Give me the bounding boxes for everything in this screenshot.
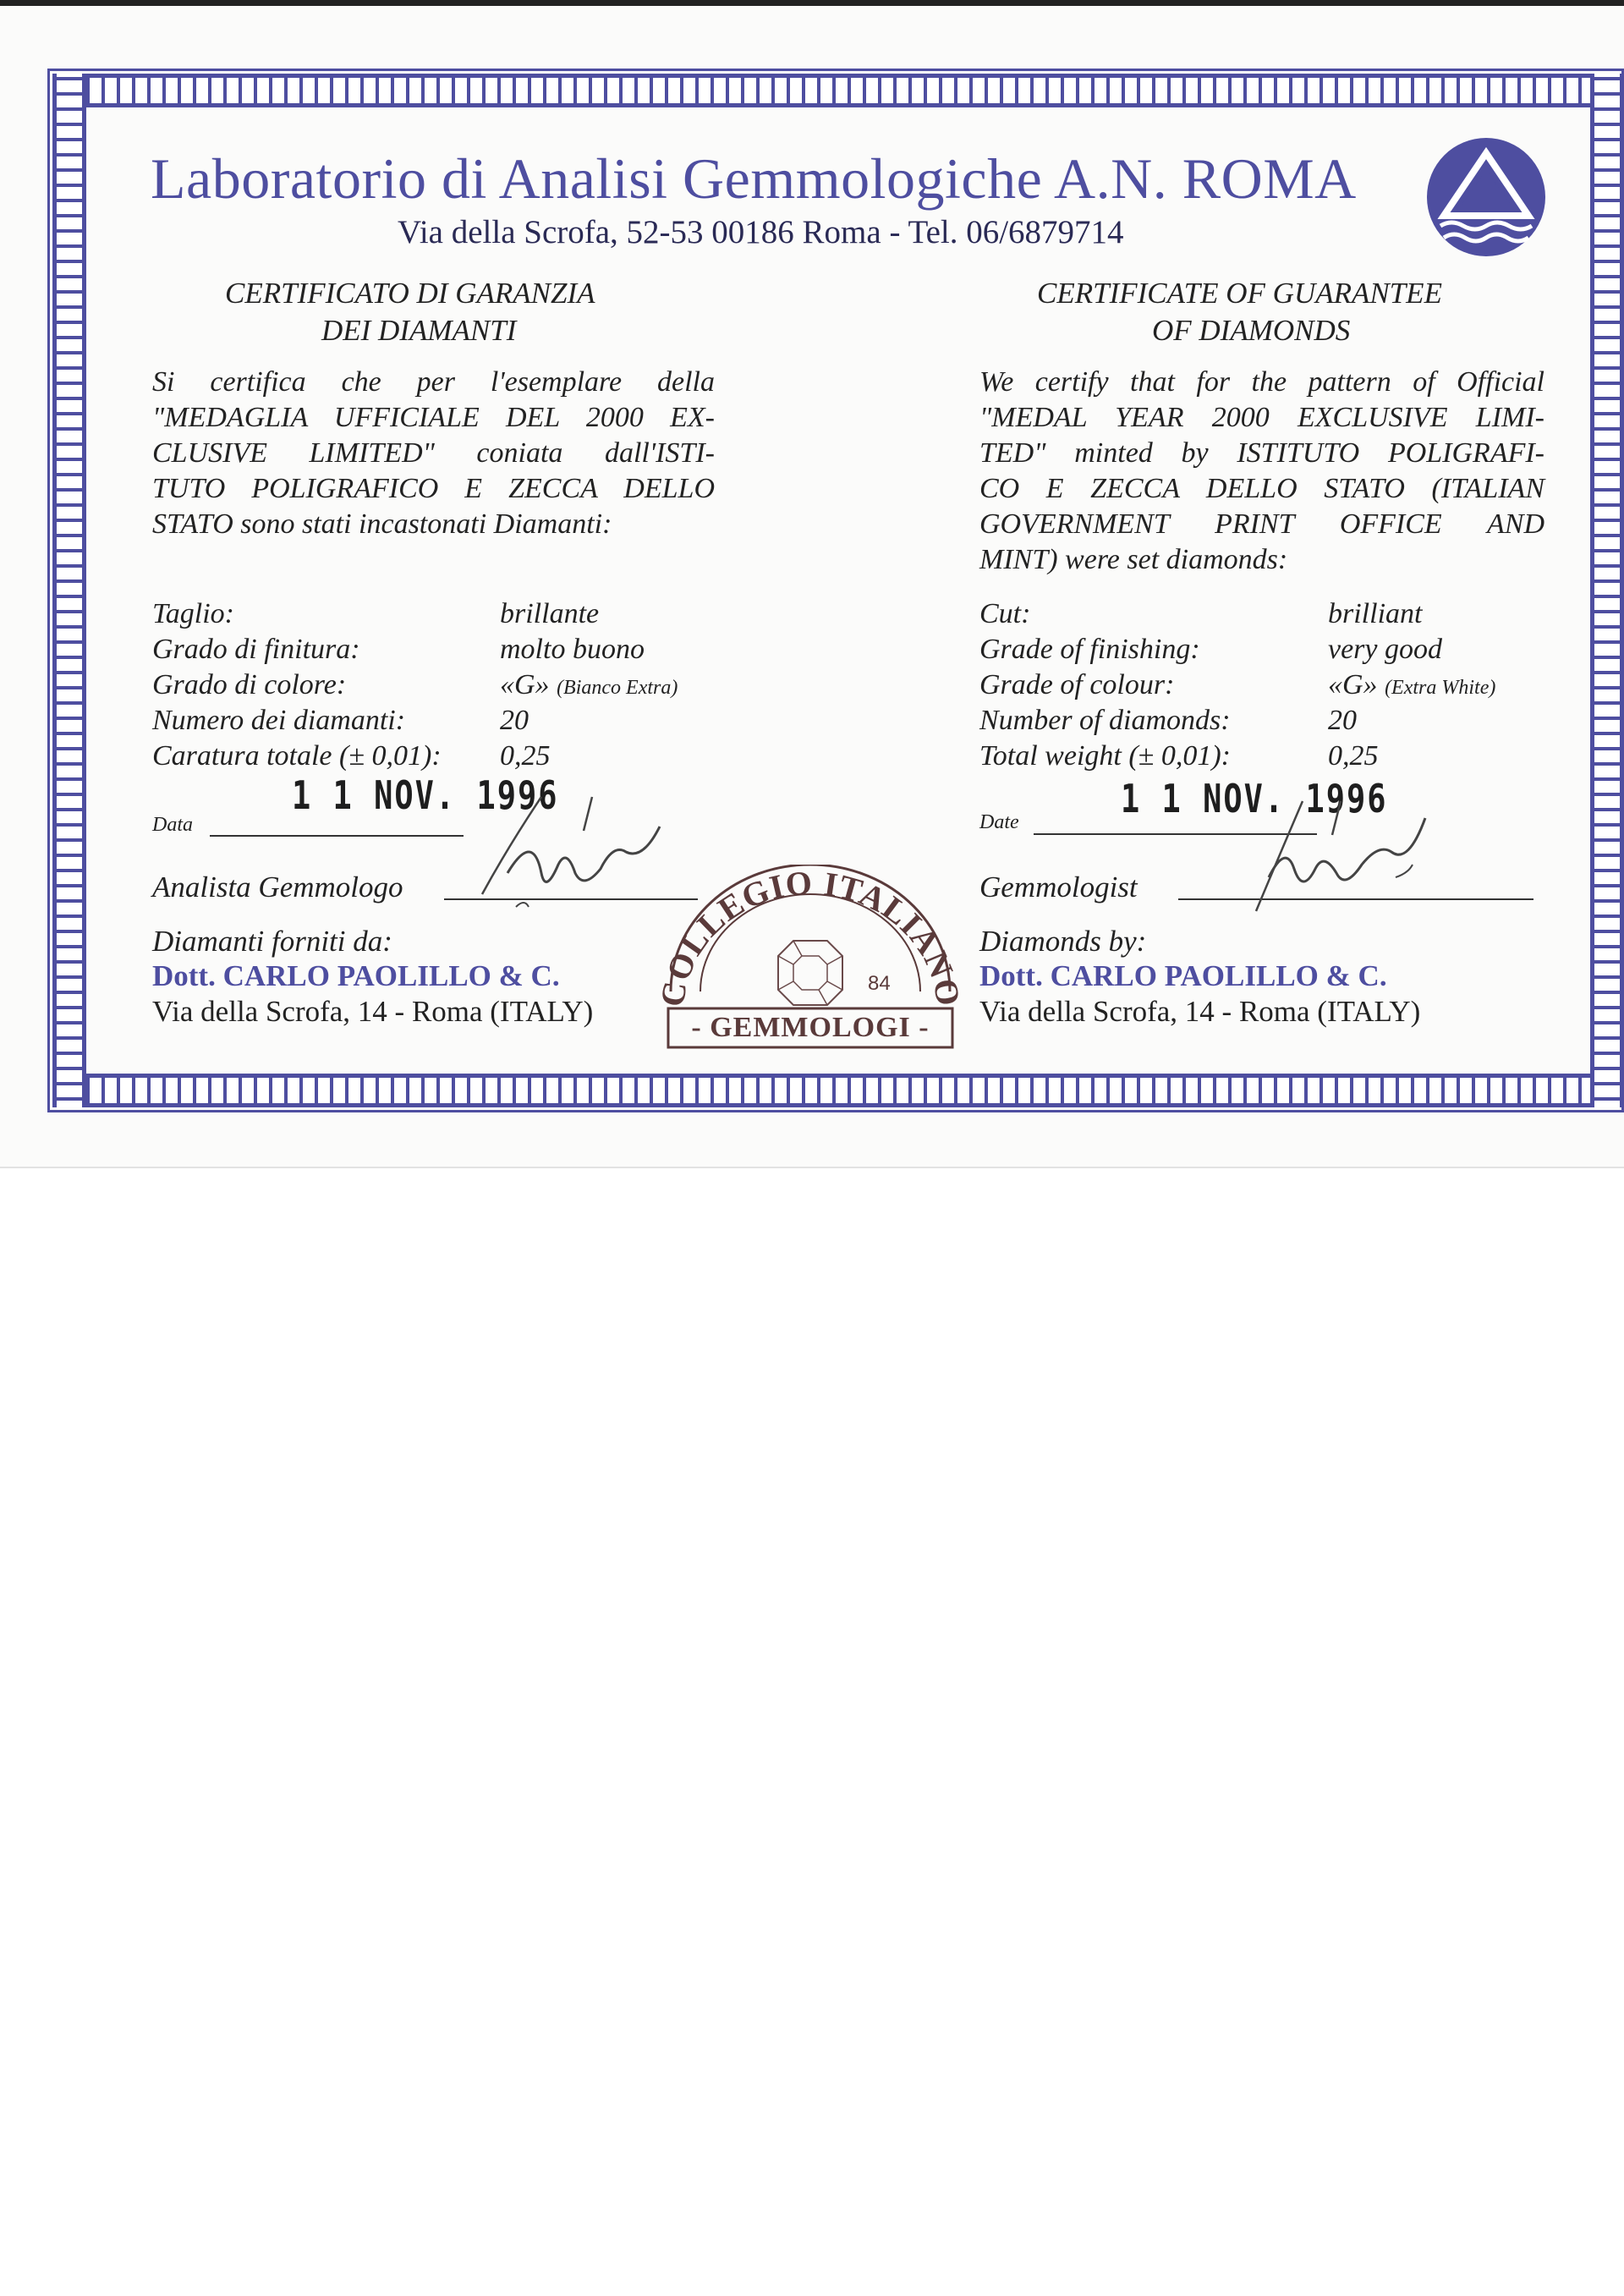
seal-number: 84	[868, 972, 891, 995]
english-row-value	[1328, 669, 1495, 701]
italian-row-value: molto buono	[500, 634, 645, 665]
italian-row-value: 0,25	[500, 740, 551, 772]
diamond-icon	[778, 941, 842, 1005]
english-row-value: brilliant	[1328, 598, 1423, 629]
italian-row-label: Taglio:	[152, 598, 235, 629]
english-paragraph	[979, 365, 1544, 578]
english-signature-label: Gemmologist	[979, 871, 1138, 904]
english-date-label: Date	[979, 811, 1019, 833]
english-row-label: Total weight (± 0,01):	[979, 740, 1231, 772]
italian-paragraph-line: TUTO POLIGRAFICO E ZECCA DELLO	[152, 473, 715, 504]
collegio-seal-stamp	[650, 865, 971, 1059]
italian-paragraph	[152, 365, 715, 542]
greek-key-border-top	[52, 74, 1624, 107]
english-paragraph-line: TED" minted by ISTITUTO POLIGRAFI-	[979, 437, 1544, 469]
english-company-name: Dott. CARLO PAOLILLO & C.	[979, 959, 1387, 992]
english-paragraph-line: CO E ZECCA DELLO STATO (ITALIAN	[979, 473, 1544, 504]
english-paragraph-line: "MEDAL YEAR 2000 EXCLUSIVE LIMI-	[979, 402, 1544, 433]
italian-signature-label: Analista Gemmologo	[152, 871, 403, 904]
seal-top-textpath: COLLEGIO ITALIANO	[652, 865, 968, 1009]
lab-title: Laboratorio di Analisi Gemmologiche A.N. ROMA	[151, 146, 1357, 211]
english-supplier-label: Diamonds by:	[979, 925, 1147, 958]
italian-date-line	[210, 835, 464, 837]
english-heading-line-1: CERTIFICATE OF GUARANTEE	[1037, 277, 1442, 310]
italian-paragraph-line: Si certifica che per l'esemplare della	[152, 366, 715, 398]
lab-address: Via della Scrofa, 52-53 00186 Roma - Tel. 06/6879714	[398, 214, 1124, 250]
english-row-label: Grade of colour:	[979, 669, 1175, 700]
seal-bottom-text: - GEMMOLOGI -	[691, 1012, 930, 1043]
italian-paragraph-line: STATO sono stati incastonati Diamanti:	[152, 508, 612, 540]
english-paragraph-line: We certify that for the pattern of Official	[979, 366, 1544, 398]
italian-row-label: Caratura totale (± 0,01):	[152, 740, 442, 772]
italian-color-grade: «G»	[500, 669, 550, 700]
italian-row-label: Numero dei diamanti:	[152, 705, 406, 736]
english-date-stamp: 1 1 NOV. 1996	[1121, 776, 1388, 822]
greek-key-border-bottom	[52, 1074, 1624, 1107]
greek-key-border-right	[1590, 74, 1624, 1107]
english-row-value: 0,25	[1328, 740, 1379, 772]
english-color-note: (Extra White)	[1385, 677, 1496, 699]
italian-date-stamp: 1 1 NOV. 1996	[292, 772, 559, 819]
english-row-label: Grade of finishing:	[979, 634, 1200, 665]
english-paragraph-line: GOVERNMENT PRINT OFFICE AND	[979, 508, 1544, 540]
italian-color-note: (Bianco Extra)	[557, 677, 678, 699]
english-row-value: very good	[1328, 634, 1443, 665]
english-company-address: Via della Scrofa, 14 - Roma (ITALY)	[979, 995, 1421, 1028]
italian-heading-line-2: DEI DIAMANTI	[321, 314, 517, 347]
italian-row-value: brillante	[500, 598, 600, 629]
italian-date-label: Data	[152, 814, 193, 836]
english-row-label: Cut:	[979, 598, 1031, 629]
certificate-card	[0, 6, 1624, 1168]
english-row-value: 20	[1328, 705, 1357, 736]
triangle-water-logo-icon	[1424, 135, 1549, 260]
english-row-label: Number of diamonds:	[979, 705, 1231, 736]
greek-key-border-left	[52, 74, 86, 1107]
italian-row-label: Grado di finitura:	[152, 634, 360, 665]
italian-row-label: Grado di colore:	[152, 669, 347, 700]
english-signature-icon	[1184, 784, 1489, 928]
english-heading-line-2: OF DIAMONDS	[1152, 314, 1351, 347]
scan-edge	[0, 0, 1624, 6]
italian-heading-line-1: CERTIFICATO DI GARANZIA	[225, 277, 595, 310]
italian-paragraph-line: "MEDAGLIA UFFICIALE DEL 2000 EX-	[152, 402, 715, 433]
italian-company-name: Dott. CARLO PAOLILLO & C.	[152, 959, 560, 992]
italian-row-value: 20	[500, 705, 529, 736]
english-color-grade: «G»	[1328, 669, 1378, 700]
italian-supplier-label: Diamanti forniti da:	[152, 925, 392, 958]
italian-paragraph-line: CLUSIVE LIMITED" coniata dall'ISTI-	[152, 437, 715, 469]
italian-row-value	[500, 669, 678, 701]
italian-company-address: Via della Scrofa, 14 - Roma (ITALY)	[152, 995, 594, 1028]
english-paragraph-line: MINT) were set diamonds:	[979, 544, 1288, 575]
